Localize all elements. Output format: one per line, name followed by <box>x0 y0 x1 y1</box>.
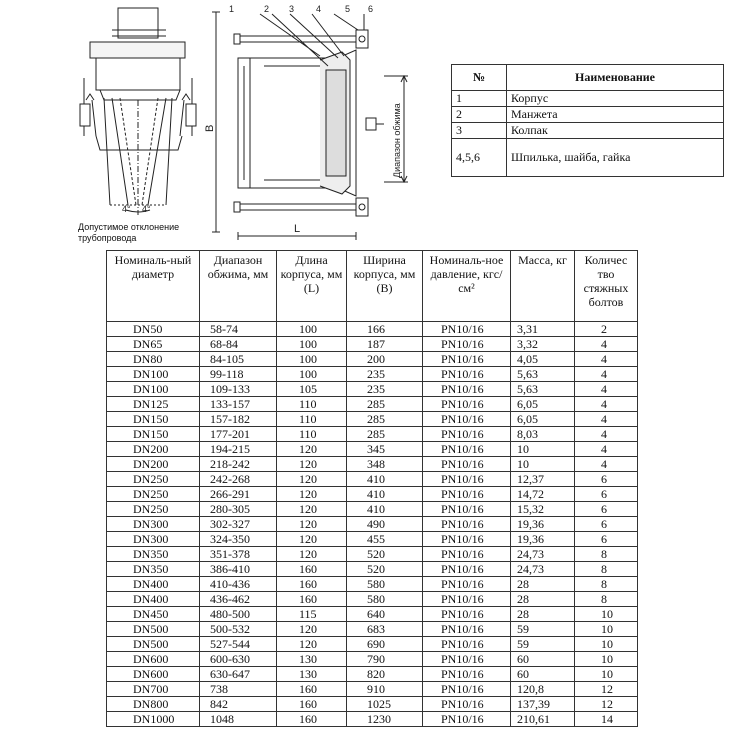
bolt-count-cell: 4 <box>575 382 638 397</box>
body-length-cell: 120 <box>277 442 347 457</box>
nominal-diameter-cell: DN500 <box>107 622 200 637</box>
mass-cell: 24,73 <box>511 562 575 577</box>
nominal-diameter-cell: DN350 <box>107 562 200 577</box>
header-clamp-range: Диапазон обжима, мм <box>200 251 277 322</box>
clamp-range-cell: 280-305 <box>200 502 277 517</box>
body-length-cell: 160 <box>277 562 347 577</box>
table-row <box>107 607 638 622</box>
nominal-pressure-cell: PN10/16 <box>423 667 511 682</box>
body-width-cell: 345 <box>347 442 423 457</box>
nominal-pressure-cell: PN10/16 <box>423 607 511 622</box>
nominal-pressure-cell: PN10/16 <box>423 352 511 367</box>
header-nominal-pressure: Номиналь-ное давление, кгс/см² <box>423 251 511 322</box>
callout-3: 3 <box>289 4 295 14</box>
deflection-figure <box>80 8 196 215</box>
nominal-pressure-cell: PN10/16 <box>423 532 511 547</box>
bolt-count-cell: 4 <box>575 367 638 382</box>
body-width-cell: 490 <box>347 517 423 532</box>
table-row <box>107 382 638 397</box>
body-length-cell: 120 <box>277 472 347 487</box>
nominal-pressure-cell: PN10/16 <box>423 517 511 532</box>
clamp-range-cell: 436-462 <box>200 592 277 607</box>
body-width-cell: 455 <box>347 532 423 547</box>
body-length-cell: 120 <box>277 487 347 502</box>
callout-5: 5 <box>345 4 351 14</box>
clamp-range-cell: 842 <box>200 697 277 712</box>
table-row <box>107 397 638 412</box>
parts-row <box>452 123 724 139</box>
nominal-pressure-cell: PN10/16 <box>423 367 511 382</box>
nominal-pressure-cell: PN10/16 <box>423 697 511 712</box>
table-row <box>107 442 638 457</box>
body-length-cell: 115 <box>277 607 347 622</box>
clamp-range-cell: 527-544 <box>200 637 277 652</box>
body-length-cell: 160 <box>277 697 347 712</box>
bolt-count-cell: 8 <box>575 577 638 592</box>
part-name: Манжета <box>507 107 724 123</box>
clamp-range-cell: 84-105 <box>200 352 277 367</box>
body-length-cell: 110 <box>277 412 347 427</box>
mass-cell: 4,05 <box>511 352 575 367</box>
nominal-pressure-cell: PN10/16 <box>423 382 511 397</box>
table-row <box>107 337 638 352</box>
nominal-pressure-cell: PN10/16 <box>423 622 511 637</box>
nominal-diameter-cell: DN500 <box>107 637 200 652</box>
nominal-diameter-cell: DN300 <box>107 532 200 547</box>
bolt-count-cell: 10 <box>575 622 638 637</box>
clamp-range-cell: 109-133 <box>200 382 277 397</box>
callout-2: 2 <box>264 4 270 14</box>
mass-cell: 15,32 <box>511 502 575 517</box>
body-length-cell: 120 <box>277 637 347 652</box>
bolt-count-cell: 10 <box>575 667 638 682</box>
body-width-cell: 166 <box>347 322 423 337</box>
nominal-pressure-cell: PN10/16 <box>423 427 511 442</box>
nominal-diameter-cell: DN50 <box>107 322 200 337</box>
body-length-cell: 130 <box>277 667 347 682</box>
bolt-count-cell: 6 <box>575 532 638 547</box>
body-width-cell: 1230 <box>347 712 423 727</box>
body-length-cell: 160 <box>277 682 347 697</box>
mass-cell: 60 <box>511 652 575 667</box>
table-row <box>107 682 638 697</box>
table-row <box>107 562 638 577</box>
mass-cell: 24,73 <box>511 547 575 562</box>
nominal-diameter-cell: DN200 <box>107 442 200 457</box>
parts-table <box>451 64 724 177</box>
table-row <box>107 472 638 487</box>
table-row <box>107 667 638 682</box>
bolt-count-cell: 6 <box>575 502 638 517</box>
body-width-cell: 187 <box>347 337 423 352</box>
bolt-count-cell: 4 <box>575 397 638 412</box>
clamp-range-cell: 302-327 <box>200 517 277 532</box>
body-width-cell: 410 <box>347 487 423 502</box>
body-length-cell: 160 <box>277 712 347 727</box>
mass-cell: 28 <box>511 607 575 622</box>
nominal-diameter-cell: DN400 <box>107 577 200 592</box>
body-width-cell: 1025 <box>347 697 423 712</box>
body-width-cell: 683 <box>347 622 423 637</box>
nominal-pressure-cell: PN10/16 <box>423 457 511 472</box>
body-width-cell: 285 <box>347 412 423 427</box>
parts-header-name: Наименование <box>507 65 724 91</box>
section-figure <box>212 12 408 240</box>
body-width-cell: 820 <box>347 667 423 682</box>
header-body-length: Длина корпуса, мм (L) <box>277 251 347 322</box>
clamp-range-cell: 480-500 <box>200 607 277 622</box>
header-body-width: Ширина корпуса, мм (B) <box>347 251 423 322</box>
table-row <box>107 412 638 427</box>
body-length-cell: 120 <box>277 517 347 532</box>
bolt-count-cell: 10 <box>575 637 638 652</box>
table-row <box>107 457 638 472</box>
nominal-diameter-cell: DN600 <box>107 667 200 682</box>
table-row <box>107 352 638 367</box>
nominal-diameter-cell: DN80 <box>107 352 200 367</box>
mass-cell: 3,32 <box>511 337 575 352</box>
mass-cell: 59 <box>511 622 575 637</box>
parts-row <box>452 107 724 123</box>
body-width-cell: 580 <box>347 577 423 592</box>
nominal-pressure-cell: PN10/16 <box>423 577 511 592</box>
table-row <box>107 622 638 637</box>
bolt-count-cell: 2 <box>575 322 638 337</box>
nominal-diameter-cell: DN125 <box>107 397 200 412</box>
body-length-cell: 110 <box>277 427 347 442</box>
table-row <box>107 487 638 502</box>
nominal-diameter-cell: DN200 <box>107 457 200 472</box>
body-width-cell: 520 <box>347 547 423 562</box>
nominal-diameter-cell: DN1000 <box>107 712 200 727</box>
clamp-range-cell: 600-630 <box>200 652 277 667</box>
nominal-diameter-cell: DN100 <box>107 367 200 382</box>
bolt-count-cell: 4 <box>575 457 638 472</box>
mass-cell: 5,63 <box>511 382 575 397</box>
nominal-pressure-cell: PN10/16 <box>423 442 511 457</box>
body-length-cell: 130 <box>277 652 347 667</box>
part-name: Колпак <box>507 123 724 139</box>
clamp-range-cell: 157-182 <box>200 412 277 427</box>
part-number: 3 <box>452 123 507 139</box>
nominal-diameter-cell: DN300 <box>107 517 200 532</box>
body-width-cell: 580 <box>347 592 423 607</box>
dimension-b-label: B <box>204 124 216 132</box>
body-width-cell: 910 <box>347 682 423 697</box>
body-length-cell: 105 <box>277 382 347 397</box>
clamp-range-cell: 242-268 <box>200 472 277 487</box>
bolt-count-cell: 12 <box>575 682 638 697</box>
bolt-count-cell: 6 <box>575 487 638 502</box>
clamp-range-cell: 218-242 <box>200 457 277 472</box>
body-width-cell: 790 <box>347 652 423 667</box>
table-row <box>107 697 638 712</box>
bolt-count-cell: 6 <box>575 472 638 487</box>
body-length-cell: 160 <box>277 592 347 607</box>
mass-cell: 6,05 <box>511 412 575 427</box>
bolt-count-cell: 14 <box>575 712 638 727</box>
table-row <box>107 577 638 592</box>
nominal-pressure-cell: PN10/16 <box>423 412 511 427</box>
angle-right-label: 4° <box>142 204 151 214</box>
nominal-pressure-cell: PN10/16 <box>423 337 511 352</box>
body-length-cell: 120 <box>277 502 347 517</box>
header-nominal-diameter: Номиналь-ный диаметр <box>107 251 200 322</box>
nominal-diameter-cell: DN250 <box>107 487 200 502</box>
nominal-pressure-cell: PN10/16 <box>423 502 511 517</box>
bolt-count-cell: 8 <box>575 547 638 562</box>
clamp-range-cell: 410-436 <box>200 577 277 592</box>
header-bolt-count: Количес тво стяжных болтов <box>575 251 638 322</box>
mass-cell: 137,39 <box>511 697 575 712</box>
mass-cell: 10 <box>511 457 575 472</box>
body-width-cell: 200 <box>347 352 423 367</box>
nominal-pressure-cell: PN10/16 <box>423 592 511 607</box>
clamp-range-cell: 99-118 <box>200 367 277 382</box>
nominal-diameter-cell: DN800 <box>107 697 200 712</box>
parts-row <box>452 91 724 107</box>
clamp-range-cell: 1048 <box>200 712 277 727</box>
clamp-range-cell: 266-291 <box>200 487 277 502</box>
mass-cell: 19,36 <box>511 532 575 547</box>
nominal-diameter-cell: DN250 <box>107 472 200 487</box>
body-width-cell: 235 <box>347 367 423 382</box>
clamp-range-cell: 500-532 <box>200 622 277 637</box>
body-width-cell: 690 <box>347 637 423 652</box>
nominal-diameter-cell: DN65 <box>107 337 200 352</box>
deflection-caption: Допустимое отклонение трубопровода <box>78 222 180 243</box>
body-length-cell: 100 <box>277 367 347 382</box>
nominal-pressure-cell: PN10/16 <box>423 712 511 727</box>
header-mass: Масса, кг <box>511 251 575 322</box>
table-row <box>107 427 638 442</box>
bolt-count-cell: 6 <box>575 517 638 532</box>
nominal-pressure-cell: PN10/16 <box>423 637 511 652</box>
nominal-pressure-cell: PN10/16 <box>423 652 511 667</box>
body-length-cell: 160 <box>277 577 347 592</box>
bolt-count-cell: 4 <box>575 337 638 352</box>
nominal-diameter-cell: DN150 <box>107 427 200 442</box>
nominal-pressure-cell: PN10/16 <box>423 472 511 487</box>
table-row <box>107 517 638 532</box>
spec-table <box>106 250 638 727</box>
nominal-diameter-cell: DN600 <box>107 652 200 667</box>
table-row <box>107 652 638 667</box>
body-length-cell: 120 <box>277 547 347 562</box>
bolt-count-cell: 4 <box>575 412 638 427</box>
clamp-range-cell: 58-74 <box>200 322 277 337</box>
nominal-pressure-cell: PN10/16 <box>423 322 511 337</box>
mass-cell: 3,31 <box>511 322 575 337</box>
angle-left-label: 4° <box>122 204 131 214</box>
body-length-cell: 100 <box>277 322 347 337</box>
body-width-cell: 285 <box>347 397 423 412</box>
mass-cell: 12,37 <box>511 472 575 487</box>
table-row <box>107 637 638 652</box>
nominal-pressure-cell: PN10/16 <box>423 547 511 562</box>
nominal-pressure-cell: PN10/16 <box>423 397 511 412</box>
mass-cell: 28 <box>511 592 575 607</box>
table-row <box>107 322 638 337</box>
table-row <box>107 502 638 517</box>
body-width-cell: 640 <box>347 607 423 622</box>
table-row <box>107 547 638 562</box>
nominal-diameter-cell: DN250 <box>107 502 200 517</box>
body-width-cell: 348 <box>347 457 423 472</box>
clamp-range-cell: 386-410 <box>200 562 277 577</box>
mass-cell: 60 <box>511 667 575 682</box>
body-length-cell: 110 <box>277 397 347 412</box>
nominal-diameter-cell: DN400 <box>107 592 200 607</box>
nominal-pressure-cell: PN10/16 <box>423 487 511 502</box>
mass-cell: 8,03 <box>511 427 575 442</box>
mass-cell: 5,63 <box>511 367 575 382</box>
body-width-cell: 410 <box>347 472 423 487</box>
mass-cell: 28 <box>511 577 575 592</box>
mass-cell: 6,05 <box>511 397 575 412</box>
bolt-count-cell: 12 <box>575 697 638 712</box>
bolt-count-cell: 10 <box>575 607 638 622</box>
nominal-diameter-cell: DN450 <box>107 607 200 622</box>
clamp-range-cell: 738 <box>200 682 277 697</box>
mass-cell: 120,8 <box>511 682 575 697</box>
table-row <box>107 367 638 382</box>
bolt-count-cell: 4 <box>575 427 638 442</box>
body-width-cell: 410 <box>347 502 423 517</box>
bolt-count-cell: 10 <box>575 652 638 667</box>
body-length-cell: 100 <box>277 337 347 352</box>
part-name: Корпус <box>507 91 724 107</box>
bolt-count-cell: 8 <box>575 562 638 577</box>
body-width-cell: 285 <box>347 427 423 442</box>
callout-6: 6 <box>368 4 374 14</box>
part-number: 1 <box>452 91 507 107</box>
nominal-diameter-cell: DN100 <box>107 382 200 397</box>
nominal-diameter-cell: DN350 <box>107 547 200 562</box>
body-length-cell: 120 <box>277 532 347 547</box>
nominal-pressure-cell: PN10/16 <box>423 562 511 577</box>
part-number: 4,5,6 <box>452 139 507 177</box>
parts-header-number: № <box>452 65 507 91</box>
body-length-cell: 120 <box>277 622 347 637</box>
mass-cell: 19,36 <box>511 517 575 532</box>
callout-1: 1 <box>229 4 235 14</box>
nominal-pressure-cell: PN10/16 <box>423 682 511 697</box>
body-length-cell: 120 <box>277 457 347 472</box>
mass-cell: 59 <box>511 637 575 652</box>
nominal-diameter-cell: DN700 <box>107 682 200 697</box>
clamp-range-cell: 351-378 <box>200 547 277 562</box>
table-row <box>107 712 638 727</box>
clamp-range-cell: 630-647 <box>200 667 277 682</box>
mass-cell: 14,72 <box>511 487 575 502</box>
bolt-count-cell: 8 <box>575 592 638 607</box>
dimension-range-label: Диапазон обжима <box>392 103 402 178</box>
nominal-diameter-cell: DN150 <box>107 412 200 427</box>
bolt-count-cell: 4 <box>575 442 638 457</box>
mass-cell: 210,61 <box>511 712 575 727</box>
clamp-range-cell: 194-215 <box>200 442 277 457</box>
table-row <box>107 532 638 547</box>
mass-cell: 10 <box>511 442 575 457</box>
part-number: 2 <box>452 107 507 123</box>
callout-4: 4 <box>316 4 322 14</box>
clamp-range-cell: 133-157 <box>200 397 277 412</box>
part-name: Шпилька, шайба, гайка <box>507 139 724 177</box>
body-width-cell: 235 <box>347 382 423 397</box>
body-length-cell: 100 <box>277 352 347 367</box>
clamp-range-cell: 324-350 <box>200 532 277 547</box>
clamp-range-cell: 68-84 <box>200 337 277 352</box>
clamp-range-cell: 177-201 <box>200 427 277 442</box>
dimension-l-label: L <box>294 223 301 235</box>
spec-header-row <box>107 251 638 322</box>
bolt-count-cell: 4 <box>575 352 638 367</box>
table-row <box>107 592 638 607</box>
spec-table-body <box>107 322 638 727</box>
body-width-cell: 520 <box>347 562 423 577</box>
parts-header-row <box>452 65 724 91</box>
parts-row <box>452 139 724 177</box>
